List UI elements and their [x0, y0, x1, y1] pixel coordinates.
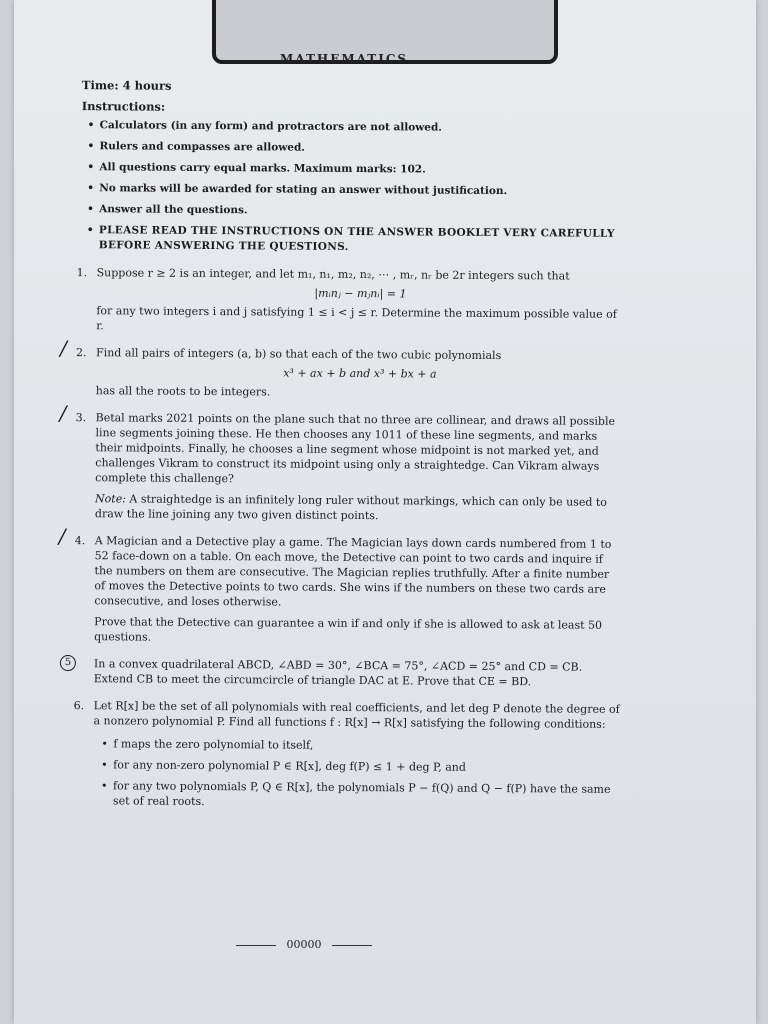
conditions-list — [93, 736, 621, 812]
problem-text: Find all pairs of integers (a, b) so that each of the two cubic polynomials — [96, 346, 502, 363]
problem-number: 1. — [76, 266, 88, 280]
instruction-item: • No marks will be awarded for stating an answer without justification. — [99, 181, 625, 200]
problem-number: 3. — [75, 411, 87, 425]
end-of-paper-marker: 00000 — [236, 938, 372, 951]
problem-text: In a convex quadrilateral ABCD, ∠ABD = 30°, ∠BCA = 75°, ∠ACD = 25° and CD = CB. Extend CB to meet the circumcircle of triangle DAC at E. Prove that CE = BD. — [93, 657, 583, 689]
instruction-item: • Answer all the questions. — [99, 202, 625, 221]
problem-5 — [62, 656, 622, 690]
problem-number: 4. — [74, 534, 86, 548]
problem-formula: x³ + ax + b and x³ + bx + a — [283, 366, 437, 381]
condition-item: • for any non-zero polynomial P ∈ R[x], deg f(P) ≤ 1 + deg P, and — [113, 757, 621, 776]
problem-text: Betal marks 2021 points on the plane such that no three are collinear, and draws all possible line segments joining these. He then chooses any 1011 of these line segments, and marks their midpoints. Finally, he chooses a line segment whose midpoint is not marked yet, and challenges Vikram to construct its midpoint using only a straightedge. Can Vikram always complete this challenge? — [95, 411, 616, 486]
problem-text: Let R[x] be the set of all polynomials with real coefficients, and let deg P denote the degree of a nonzero polynomial P. Find all functions f : R[x] → R[x] satisfying the following conditions: — [93, 699, 620, 731]
problem-text: A Magician and a Detective play a game. The Magician lays down cards numbered from 1 to 52 face-down on a table. On each move, the Detective can point to two cards and inquire if the numbers on them are consecutive. The Magician replies truthfully. After a finite number of moves the Detective points to two cards. She wins if the numbers on these two cards are consecutive, and loses otherwise. — [94, 534, 612, 609]
problem-6 — [61, 698, 622, 812]
problem-4 — [58, 523, 623, 648]
problem-text: Suppose r ≥ 2 is an integer, and let m₁, n₁, m₂, n₂, ⋯ , mᵣ, nᵣ be 2r integers such that — [96, 266, 570, 283]
problem-3 — [59, 400, 624, 525]
problem-2 — [60, 335, 624, 402]
instructions-list — [65, 118, 626, 257]
instruction-item: • PLEASE READ THE INSTRUCTIONS ON THE ANSWER BOOKLET VERY CAREFULLY BEFORE ANSWERING THE QUESTIONS. — [99, 223, 625, 257]
handwritten-slash-mark: / — [60, 335, 67, 361]
exam-header-text: MATHEMATICS — [280, 52, 409, 66]
handwritten-slash-mark: / — [59, 400, 67, 426]
instruction-item: • Calculators (in any form) and protractors are not allowed. — [100, 118, 626, 137]
condition-item: • f maps the zero polynomial to itself, — [113, 736, 621, 755]
problem-text-continued: for any two integers i and j satisfying 1 ≤ i < j ≤ r. Determine the maximum possible value of r. — [96, 304, 617, 333]
problem-number: 6. — [73, 699, 85, 713]
problem-number: 2. — [76, 346, 87, 360]
note-label: Note: — [95, 492, 126, 506]
instruction-item: • Rulers and compasses are allowed. — [99, 139, 625, 158]
instructions-title: Instructions: — [81, 99, 166, 114]
circled-problem-number: 5 — [60, 655, 76, 671]
handwritten-slash-mark: / — [58, 523, 66, 549]
problem-note — [95, 491, 623, 525]
time-limit: Time: 4 hours — [81, 78, 172, 93]
problem-formula: |mᵢnⱼ − mⱼnᵢ| = 1 — [314, 286, 407, 301]
note-text: A straightedge is an infinitely long ruler without markings, which can only be used to draw the line joining any two given distinct points. — [94, 492, 607, 523]
exam-content — [58, 78, 626, 818]
condition-item: • for any two polynomials P, Q ∈ R[x], the polynomials P − f(Q) and Q − f(P) have the same set of real roots. — [113, 778, 621, 812]
problem-text-continued: Prove that the Detective can guarantee a win if and only if she is allowed to ask at least 50 questions. — [94, 615, 603, 644]
instruction-item: • All questions carry equal marks. Maximum marks: 102. — [99, 160, 625, 179]
problem-text-continued: has all the roots to be integers. — [95, 384, 271, 399]
problem-1 — [64, 265, 624, 337]
